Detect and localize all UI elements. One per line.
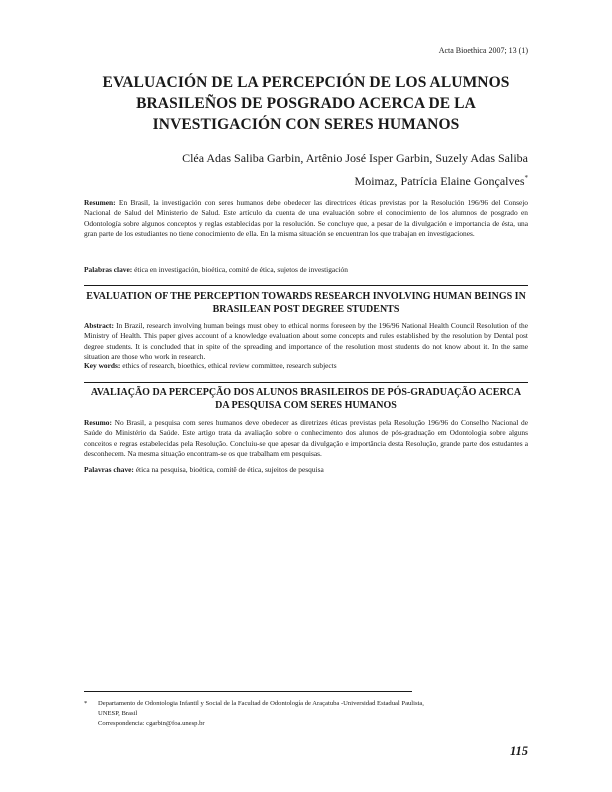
abstract-english	[84, 321, 528, 362]
footnote	[84, 699, 528, 729]
section-divider-portuguese	[84, 382, 528, 383]
portuguese-section-title: AVALIAÇÃO DA PERCEPÇÃO DOS ALUNOS BRASILEIROS DE PÓS-GRADUAÇÃO ACERCA DA PESQUISA COM SERES HUMANOS	[90, 387, 522, 411]
footnote-divider	[84, 691, 412, 692]
footnote-affiliation: Departamento de Odontologia Infantil y Social de la Facultad de Odontología de Araçatuba -Universidad Estadual Paulista,	[98, 700, 424, 707]
keywords-portuguese-text: ética na pesquisa, bioética, comitê de ética, sujeitos de pesquisa	[133, 465, 324, 474]
page-number: 115	[509, 744, 528, 758]
footnote-affiliation-line	[84, 699, 528, 709]
abstract-portuguese-label: Resumo:	[84, 418, 112, 427]
footnote-institution: UNESP, Brasil	[98, 710, 138, 717]
keywords-english	[84, 361, 528, 371]
footnote-mark: *	[84, 700, 88, 707]
abstract-english-label: Abstract:	[84, 321, 114, 330]
abstract-portuguese	[84, 418, 528, 459]
keywords-english-label: Key words:	[84, 361, 121, 370]
author-line-2: Moimaz, Patrícia Elaine Gonçalves	[354, 174, 525, 188]
keywords-spanish-text: ética en investigación, bioética, comité de ética, sujetos de investigación	[132, 265, 348, 274]
journal-reference: Acta Bioethica 2007; 13 (1)	[438, 46, 528, 55]
abstract-english-text: In Brazil, research involving human beings must obey to ethical norms foreseen by the 196/96 National Health Council Resolution of the Ministry of Health. This paper gives account of a knowledge evaluation about some concepts and rules established by the resolution by Dental post degree students. It is concluded that in spite of the spreading and importance of the resolution most students do not know about it. In the same situation are those who work in research.	[84, 321, 528, 361]
author-line-1: Cléa Adas Saliba Garbin, Artênio José Isper Garbin, Suzely Adas Saliba	[182, 151, 528, 165]
section-divider-english	[84, 285, 528, 286]
article-title: EVALUACIÓN DE LA PERCEPCIÓN DE LOS ALUMNOS BRASILEÑOS DE POSGRADO ACERCA DE LA INVESTIGACIÓN CON SERES HUMANOS	[102, 74, 510, 133]
footnote-correspondence: Correspondencia: cgarbin@foa.unesp.br	[98, 720, 205, 727]
keywords-portuguese	[84, 465, 528, 475]
keywords-spanish-label: Palabras clave:	[84, 265, 133, 274]
author-footnote-mark: *	[524, 174, 528, 182]
keywords-portuguese-label: Palavras chave:	[84, 465, 134, 474]
abstract-portuguese-text: No Brasil, a pesquisa com seres humanos deve obedecer as diretrizes éticas previstas pela Resolução 196/96 do Conselho Nacional de Saúde do Ministério da Saúde. Este artigo trata da avaliação sobre o conhecimento dos alunos de pós-graduação em Odontologia sobre alguns conceitos e regras estabelecidas pela Resolução. Concluiu-se que apesar da divulgação e importância desta Resolução, grande parte dos estudantes a desconhecem. Na mesma situação encontram-se os que trabalham em pesquisas.	[84, 418, 528, 458]
keywords-english-text: ethics of research, bioethics, ethical review committee, research subjects	[120, 361, 337, 370]
author-list	[84, 148, 528, 191]
english-section-title: EVALUATION OF THE PERCEPTION TOWARDS RESEARCH INVOLVING HUMAN BEINGS IN BRASILEAN POST DEGREE STUDENTS	[86, 291, 526, 315]
abstract-spanish-text: En Brasil, la investigación con seres humanos debe obedecer las directrices éticas previstas por la Resolución 196/96 del Consejo Nacional de Salud del Ministerio de Salud. Este artículo da cuenta de una evaluación sobre el conocimiento de los alumnos de posgrado en Odontología sobre algunos conceptos y reglas establecidas por la resolución. Se concluye que, a pesar de la divulgación e importancia de ésta, una gran parte de los estudiantes no tiene conocimiento de ella. En la misma situación se encuentran los que trabajan en investigaciones.	[84, 198, 528, 238]
abstract-spanish-label: Resumen:	[84, 198, 116, 207]
keywords-spanish	[84, 265, 528, 275]
author-line-2-wrap	[84, 168, 528, 191]
abstract-spanish	[84, 198, 528, 239]
